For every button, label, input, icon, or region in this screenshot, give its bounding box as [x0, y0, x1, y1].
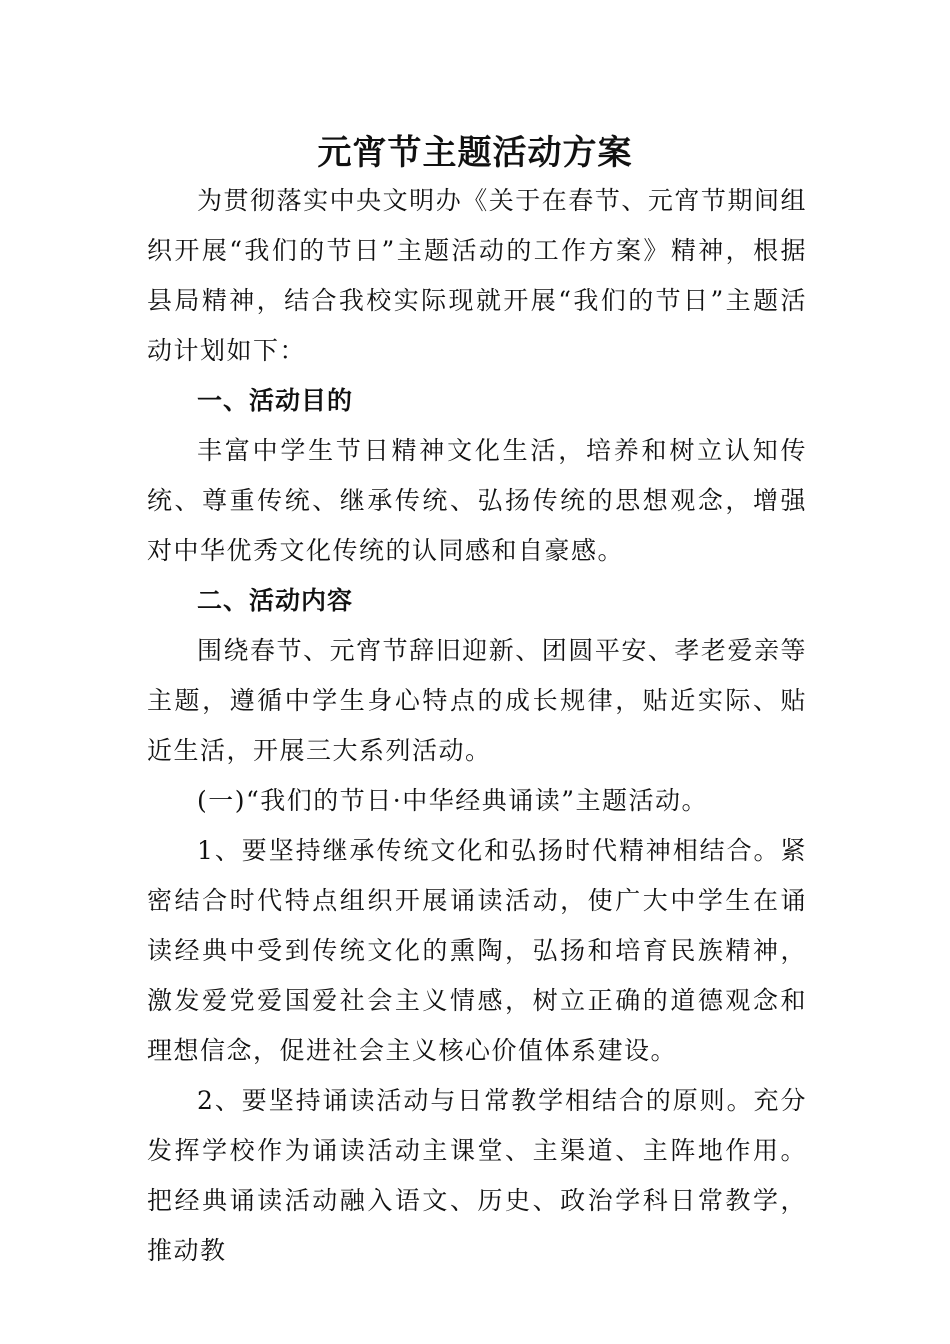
purpose-paragraph: 丰富中学生节日精神文化生活，培养和树立认知传统、尊重传统、继承传统、弘扬传统的思想观念，增强对中华优秀文化传统的认同感和自豪感。 [147, 436, 807, 565]
list-item-paragraph: 1、要坚持继承传统文化和弘扬时代精神相结合。紧密结合时代特点组织开展诵读活动，使广大中学生在诵读经典中受到传统文化的熏陶，弘扬和培育民族精神，激发爱党爱国爱社会主义情感，树立正确的道德观念和理想信念，促进社会主义核心价值体系建设。 [147, 836, 807, 1065]
document-title: 元宵节主题活动方案 [317, 133, 633, 173]
list-item-paragraph: 2、要坚持诵读活动与日常教学相结合的原则。充分发挥学校作为诵读活动主课堂、主渠道、主阵地作用。把经典诵读活动融入语文、历史、政治学科日常教学，推动教 [147, 1086, 807, 1265]
intro-paragraph: 为贯彻落实中央文明办《关于在春节、元宵节期间组织开展“我们的节日”主题活动的工作方案》精神，根据县局精神，结合我校实际现就开展“我们的节日”主题活动计划如下： [147, 186, 807, 365]
content-paragraph: 围绕春节、元宵节辞旧迎新、团圆平安、孝老爱亲等主题，遵循中学生身心特点的成长规律，贴近实际、贴近生活，开展三大系列活动。 [147, 636, 807, 765]
subsection-heading-reading: (一)“我们的节日·中华经典诵读”主题活动。 [197, 786, 709, 815]
section-heading-content: 二、活动内容 [197, 586, 354, 615]
document-body [147, 176, 807, 1276]
section-heading-purpose: 一、活动目的 [197, 386, 354, 415]
